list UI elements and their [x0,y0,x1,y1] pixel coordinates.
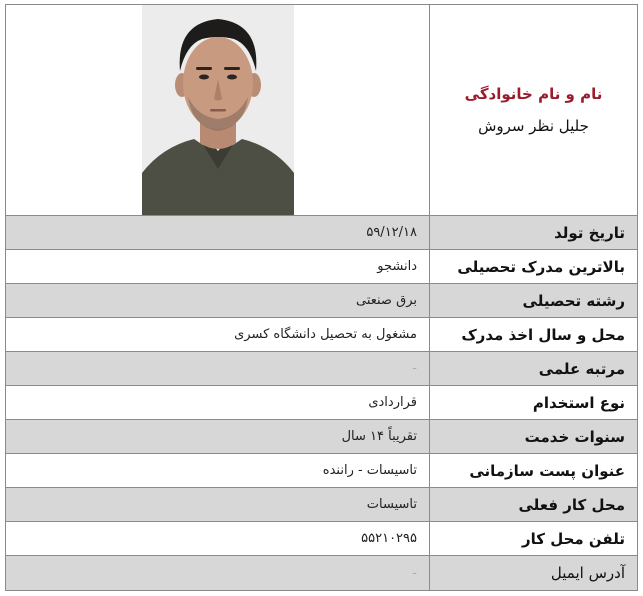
table-row [6,488,637,522]
portrait-photo-drawing [142,5,294,215]
name-label: نام و نام خانوادگی [464,85,603,103]
row-value: تقریباً ۱۴ سال [341,429,417,444]
profile-header [6,5,637,216]
row-value: - [412,361,417,376]
row-label: آدرس ایمیل [429,556,637,590]
table-row [6,318,637,352]
row-label: محل و سال اخذ مدرک [429,318,637,351]
row-label: نوع استخدام [429,386,637,419]
name-value: جلیل نظر سروش [478,117,589,135]
row-label: مرتبه علمی [429,352,637,385]
table-row [6,386,637,420]
details-table [6,216,637,590]
row-value: دانشجو [377,259,417,274]
row-label: محل کار فعلی [429,488,637,521]
row-label: عنوان پست سازمانی [429,454,637,487]
table-row [6,284,637,318]
table-row [6,250,637,284]
row-value: - [412,565,417,581]
row-value: برق صنعتی [355,293,417,308]
row-label: تاریخ تولد [429,216,637,249]
row-label: رشته تحصیلی [429,284,637,317]
row-value: تاسیسات - راننده [322,463,417,478]
table-row [6,352,637,386]
row-label: بالاترین مدرک تحصیلی [429,250,637,283]
row-value: ۵۵۲۱۰۲۹۵ [361,531,417,546]
table-row [6,454,637,488]
profile-sheet [5,4,638,591]
table-row [6,420,637,454]
row-label: تلفن محل کار [429,522,637,555]
row-value: قراردادی [368,395,417,410]
table-row [6,522,637,556]
table-row [6,556,637,590]
row-value: تاسیسات [366,497,417,512]
name-cell [429,5,637,215]
table-row [6,216,637,250]
row-value: ۵۹/۱۲/۱۸ [366,225,417,240]
row-label: سنوات خدمت [429,420,637,453]
row-value: مشغول به تحصیل دانشگاه کسری [234,327,417,342]
portrait-photo [142,5,294,215]
